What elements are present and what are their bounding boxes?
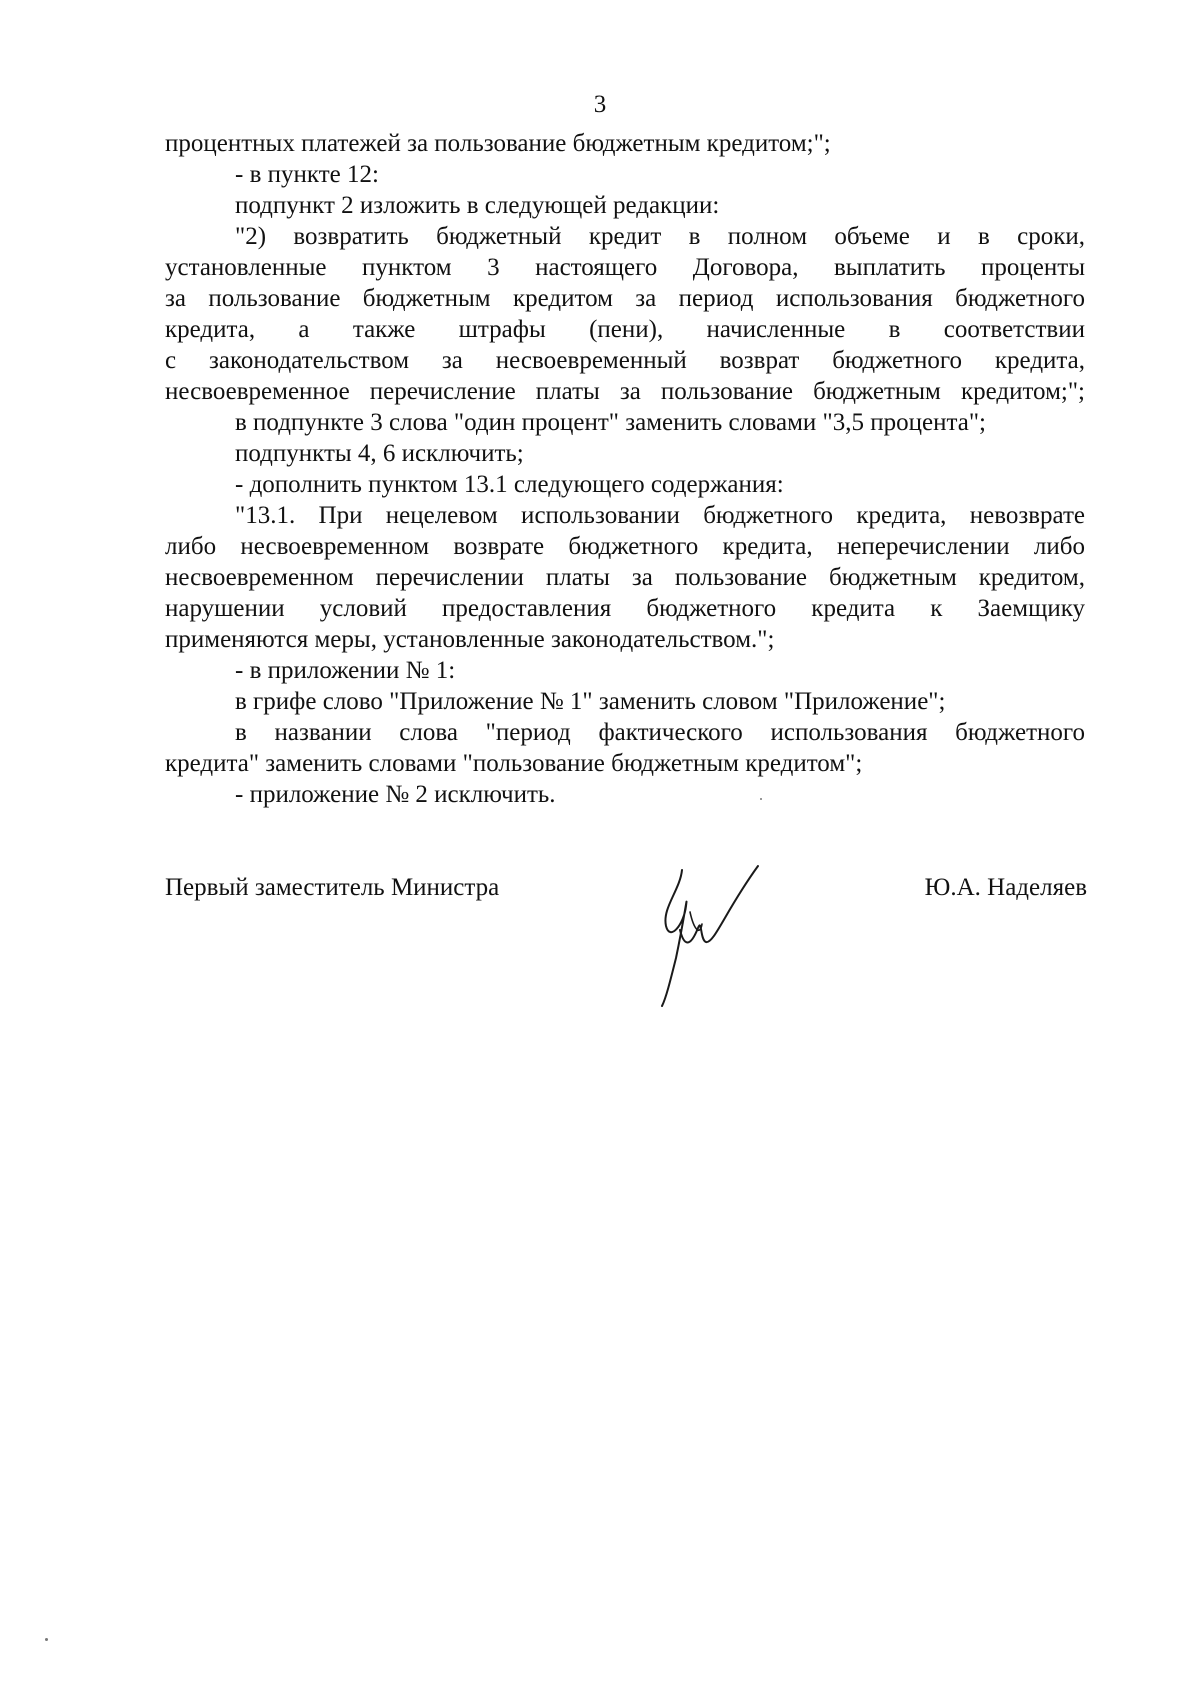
text-line: - в пункте 12: xyxy=(235,161,379,188)
body-text xyxy=(165,128,1085,810)
text-line: - в приложении № 1: xyxy=(235,657,456,684)
handwritten-signature xyxy=(640,860,770,1010)
scan-speck xyxy=(760,798,762,800)
text-line: - приложение № 2 исключить. xyxy=(235,781,556,808)
text-line: "2) возвратить бюджетный кредит в полном объеме и в сроки, xyxy=(235,223,1085,250)
text-line: в грифе слово "Приложение № 1" заменить словом "Приложение"; xyxy=(235,688,946,715)
scan-speck xyxy=(45,1638,48,1641)
page-number: 3 xyxy=(593,91,607,118)
text-line: подпункт 2 изложить в следующей редакции: xyxy=(235,192,720,219)
text-line: несвоевременное перечисление платы за пользование бюджетным кредитом;"; xyxy=(165,378,1085,405)
text-line: кредита, а также штрафы (пени), начисленные в соответствии xyxy=(165,316,1085,343)
text-line: кредита" заменить словами "пользование бюджетным кредитом"; xyxy=(165,750,863,777)
text-line: с законодательством за несвоевременный возврат бюджетного кредита, xyxy=(165,347,1085,374)
text-line: в названии слова "период фактического использования бюджетного xyxy=(235,719,1085,746)
signatory-position: Первый заместитель Министра xyxy=(165,874,500,901)
text-line: подпункты 4, 6 исключить; xyxy=(235,440,524,467)
text-line: за пользование бюджетным кредитом за период использования бюджетного xyxy=(165,285,1085,312)
signatory-name: Ю.А. Наделяев xyxy=(924,874,1087,901)
text-line: "13.1. При нецелевом использовании бюджетного кредита, невозврате xyxy=(235,502,1085,529)
text-line: установленные пунктом 3 настоящего Договора, выплатить проценты xyxy=(165,254,1085,281)
text-line: нарушении условий предоставления бюджетного кредита к Заемщику xyxy=(165,595,1085,622)
text-line: - дополнить пунктом 13.1 следующего содержания: xyxy=(235,471,784,498)
text-line: применяются меры, установленные законодательством."; xyxy=(165,626,775,653)
text-line: в подпункте 3 слова "один процент" заменить словами "3,5 процента"; xyxy=(235,409,986,436)
text-line: несвоевременном перечислении платы за пользование бюджетным кредитом, xyxy=(165,564,1085,591)
text-line: процентных платежей за пользование бюджетным кредитом;"; xyxy=(165,130,831,157)
text-line: либо несвоевременном возврате бюджетного кредита, неперечислении либо xyxy=(165,533,1085,560)
